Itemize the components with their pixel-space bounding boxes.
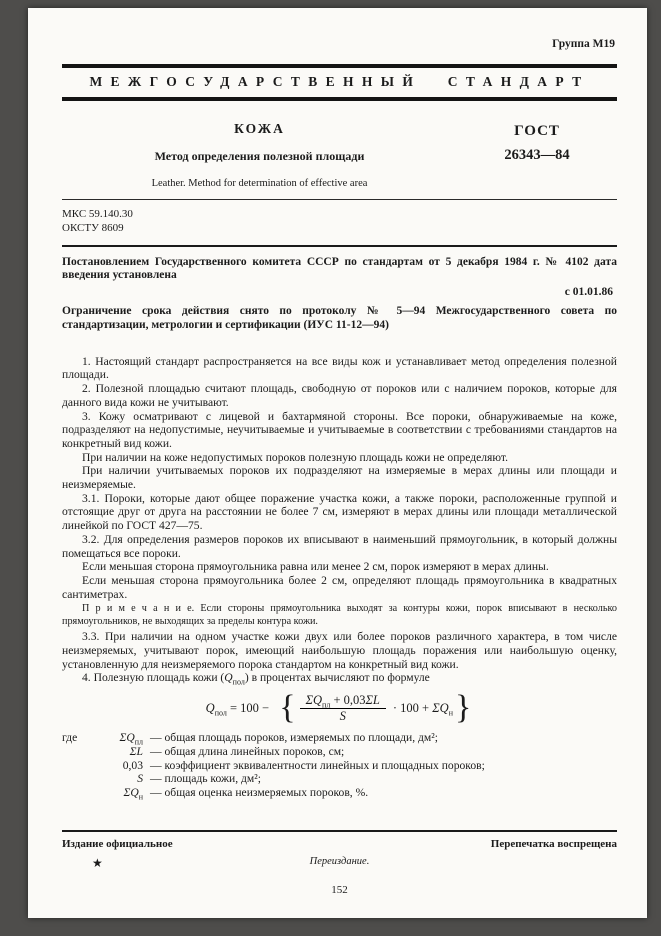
paragraph-3b: При наличии учитываемых пороков их подразделяют на измеряемые в мерах длины или площади и неизмеряемые. — [62, 464, 617, 492]
paragraph-2: 2. Полезной площадью считают площадь, свободную от пороков или с наличием пороков, которые для данного вида кожи не учитывают. — [62, 382, 617, 409]
effective-date: с 01.01.86 — [564, 286, 613, 299]
definition-term: 0,03 — [122, 758, 143, 772]
gost-label: ГОСТ — [514, 123, 560, 139]
star-icon: ★ — [92, 855, 103, 870]
definition-term: $\Sigma Q_н$ — [123, 786, 143, 802]
official-edition-label: Издание официальное — [62, 837, 173, 850]
formula-lhs: $Q_{пол} = 100$ − — [205, 701, 273, 718]
definition-row: где $\Sigma Q_{пл}$ — общая площадь пороков, измеряемых по площади, дм²; — [62, 730, 438, 747]
reprint-forbidden-label: Перепечатка воспрещена — [490, 837, 617, 850]
paragraph-3-1: 3.1. Пороки, которые дают общее поражение участка кожи, а также пороки, расположенные группой и отстоящие друг от друга на расстоянии не более 7 см, измеряют в мерах длины или площади металлической линейкой по ГОСТ 427—75. — [62, 491, 617, 533]
divider-thin — [62, 199, 617, 200]
paragraph-3-2: 3.2. Для определения размеров пороков их вписывают в наименьший прямоугольник, в который должны помещаться все пороки. — [62, 532, 617, 560]
paragraph-3-2b: Если меньшая сторона прямоугольника более 2 см, определяют площадь прямоугольника в квадратных сантиметрах. — [62, 573, 617, 601]
document-titles — [62, 119, 457, 189]
paragraph-1: 1. Настоящий стандарт распространяется на все виды кож и устанавливает метод определения полезной площади. — [62, 354, 617, 382]
paragraph-4: 4. Полезную площадь кожи $(Q_{пол})$ в процентах вычисляют по формуле — [82, 671, 430, 687]
document-title: КОЖА — [234, 121, 285, 136]
classification-codes — [62, 208, 617, 236]
page-number: 152 — [331, 883, 348, 896]
note-paragraph: П р и м е ч а н и е. Если стороны прямоугольника выходят за контуры кожи, порок вписывают в несколько прямоугольников, не выходящих за пределы контура кожи. — [62, 603, 617, 627]
open-brace: { — [279, 688, 296, 726]
document-subtitle-en: Leather. Method for determination of effective area — [151, 178, 368, 189]
standard-header-band — [62, 64, 617, 101]
footer-second-row — [62, 856, 617, 872]
close-brace: } — [454, 688, 472, 726]
paragraph-3a: При наличии на коже недопустимых пороков полезную площадь кожи не определяют. — [82, 450, 508, 464]
gost-number: 26343—84 — [504, 147, 570, 163]
reissue-label: Переиздание. — [309, 855, 370, 867]
symbol-definitions — [62, 731, 617, 800]
definition-row: 0,03 — коэффициент эквивалентности линейных и площадных пороков; — [62, 759, 617, 773]
document-subtitle: Метод определения полезной площади — [154, 149, 365, 163]
paragraph-3-3: 3.3. При наличии на одном участке кожи двух или более пороков различного характера, в том числе неизмеряемых, учитывают порок, имеющий наибольшую площадь поражения или наибольшую оценку, установленную для неизмеряемого порока стандартом на конкретный вид кожи. — [62, 630, 617, 671]
restriction-paragraph: Ограничение срока действия снято по протоколу № 5—94 Межгосударственного совета по стандартизации, метрологии и сертификации (ИУС 11-12—94) — [62, 305, 617, 331]
formula — [62, 688, 617, 726]
fraction-denominator: S — [339, 709, 346, 724]
definition-term: S — [137, 772, 143, 786]
footer — [62, 838, 617, 850]
body-text — [62, 355, 617, 800]
definition-term: ΣL — [129, 744, 143, 758]
footer-divider — [62, 830, 617, 832]
formula-fraction — [300, 694, 386, 724]
document-page — [28, 8, 647, 918]
divider-mid — [62, 245, 617, 247]
paragraph-3-2a: Если меньшая сторона прямоугольника равна или менее 2 см, порок измеряют в мерах длины. — [82, 560, 549, 574]
decree-paragraph: Постановлением Государственного комитета СССР по стандартам от 5 декабря 1984 г. № 4102 дата введения установлена — [62, 255, 617, 282]
mks-code: МКС 59.140.30 — [62, 208, 133, 220]
definition-term: $\Sigma Q_{пл}$ — [119, 730, 143, 747]
formula-tail: · $100 + \Sigma Q_н$ — [392, 701, 453, 718]
standard-header-title: МЕЖГОСУДАРСТВЕННЫЙ СТАНДАРТ — [89, 74, 590, 89]
definition-row: $\Sigma Q_н$ — общая оценка неизмеряемых пороков, %. — [62, 786, 617, 800]
definition-row: S — площадь кожи, дм²; — [62, 772, 617, 786]
paragraph-3: 3. Кожу осматривают с лицевой и бахтармяной стороны. Все пороки, обнаруживаемые на коже, подразделяют на недопустимые, неучитываемые и учитываемые в соответствии с требованиями стандартов на конкретный вид кожи. — [62, 409, 617, 450]
fraction-numerator: $\Sigma Q_{пл} + 0,03\Sigma L$ — [300, 694, 386, 710]
group-label: Группа М19 — [552, 38, 615, 50]
definition-row: ΣL — общая длина линейных пороков, см; — [62, 745, 617, 759]
gost-designation — [457, 119, 617, 189]
title-block — [62, 119, 617, 189]
okstu-code: ОКСТУ 8609 — [62, 221, 124, 234]
